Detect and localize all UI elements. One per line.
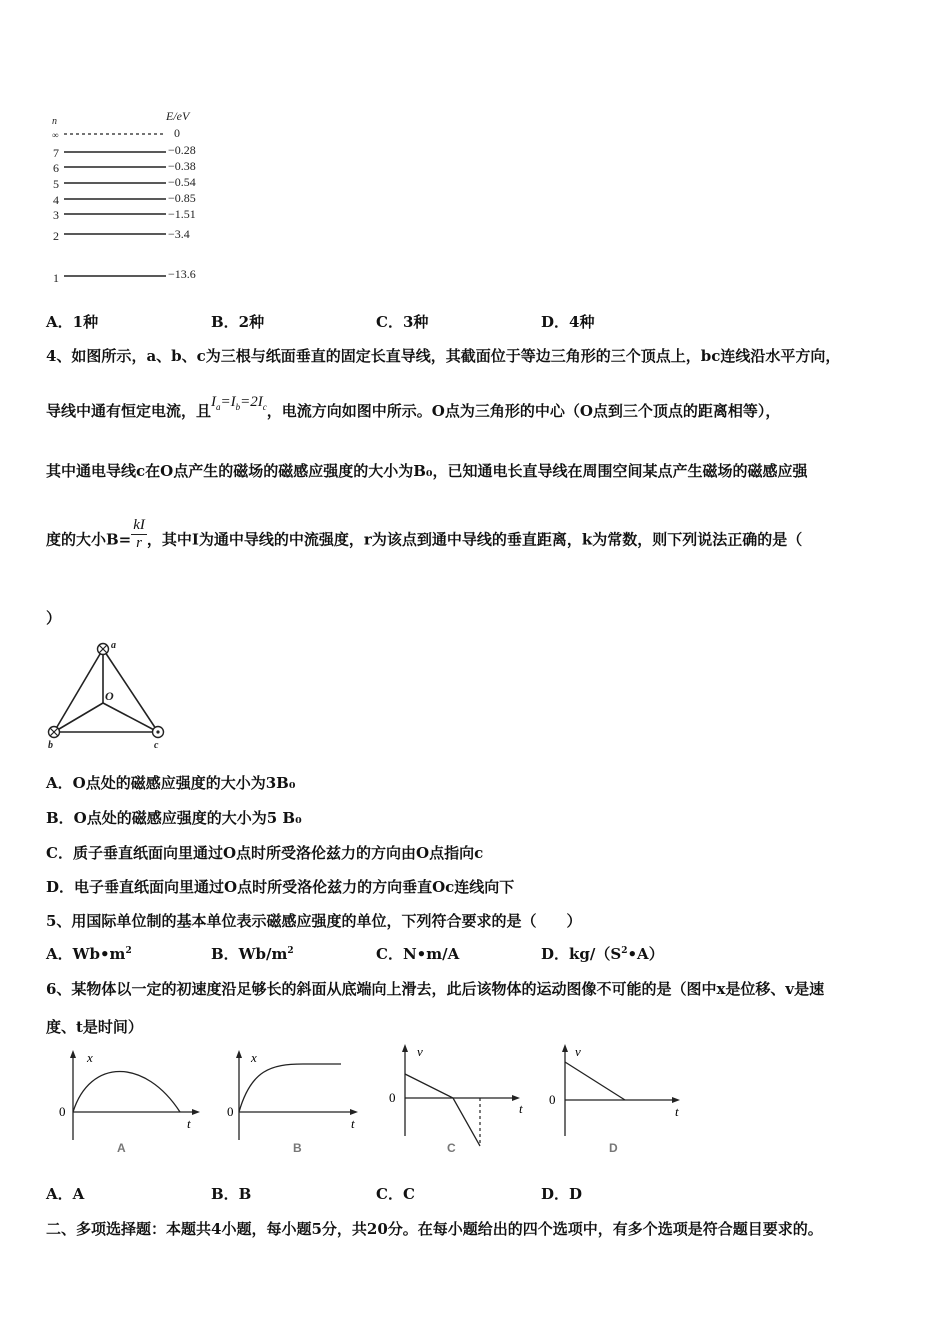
graph-d-origin: 0 — [549, 1092, 556, 1107]
level-n-4: 4 — [53, 193, 59, 207]
q6-option-b[interactable]: B．B — [211, 1185, 252, 1203]
graph-c-t-label: t — [519, 1101, 523, 1116]
graph-a-t-label: t — [187, 1116, 191, 1131]
graph-d-y-label: v — [575, 1044, 581, 1059]
q4-stem-line-5: ） — [46, 609, 62, 627]
wire-a-into-page-icon — [98, 644, 109, 655]
q4-stem-line-2 — [46, 394, 781, 422]
level-n-2: 2 — [53, 229, 59, 243]
label-c: c — [154, 740, 159, 750]
graph-a-origin: 0 — [59, 1104, 66, 1119]
graph-b-origin: 0 — [227, 1104, 234, 1119]
q3-option-c[interactable]: C．3种 — [376, 313, 429, 331]
q4-option-a[interactable]: A．O点处的磁感应强度的大小为3B₀ — [46, 774, 296, 792]
q5-option-d[interactable]: D．$kg/(S^2•A)$ — [541, 945, 664, 963]
level-e-4: −0.85 — [168, 191, 196, 205]
level-n-5: 5 — [53, 177, 59, 191]
graph-a-y-label: x — [87, 1050, 93, 1065]
q3-option-a[interactable]: A．1种 — [46, 313, 99, 331]
wire-c-out-of-page-icon — [153, 727, 164, 738]
graph-c-origin: 0 — [389, 1090, 396, 1105]
graph-a — [55, 1048, 205, 1160]
q4-stem-line-4: 度的大小B= $\frac{kI}{r}$ ，其中I为通中导线的中流强度，r为该点到通中导线的垂直距离，k为常数，则下列说法正确的是（ — [46, 517, 803, 551]
q5-option-a[interactable]: A．$Wb•m^2$ — [46, 945, 132, 963]
graph-b — [223, 1048, 373, 1160]
n-axis-label: n — [52, 116, 57, 127]
q5-stem: 5、用国际单位制的基本单位表示磁感应强度的单位，下列符合要求的是（ ） — [46, 912, 582, 930]
graph-c-caption: C — [447, 1141, 456, 1155]
level-e-3: −1.51 — [168, 207, 196, 221]
label-b: b — [48, 740, 53, 750]
level-e-6: −0.38 — [168, 159, 196, 173]
q5-option-b[interactable]: B．$Wb/m^2$ — [211, 945, 294, 963]
level-e-7: −0.28 — [168, 143, 196, 157]
q6-option-c[interactable]: C．C — [376, 1185, 415, 1203]
graph-b-t-label: t — [351, 1116, 355, 1131]
q4-stem-line-2a: 导线中通有恒定电流，且 — [46, 402, 212, 420]
q4-option-b[interactable]: B．O点处的磁感应强度的大小为5 B₀ — [46, 809, 302, 827]
current-equation: $I_a=I_b=2I_c$ — [211, 394, 267, 412]
energy-level-diagram — [40, 108, 220, 288]
level-n-inf: ∞ — [52, 130, 59, 140]
level-e-2: −3.4 — [168, 227, 190, 241]
energy-axis-label: E/eV — [166, 109, 190, 123]
q3-option-b[interactable]: B．2种 — [211, 313, 265, 331]
graph-c-y-label: v — [417, 1044, 423, 1059]
level-n-7: 7 — [53, 146, 59, 160]
q4-stem-line-2b: ，电流方向如图中所示。O点为三角形的中心（O点到三个顶点的距离相等）， — [266, 402, 781, 420]
label-o: O — [105, 689, 114, 703]
q6-stem-line-1: 6、某物体以一定的初速度沿足够长的斜面从底端向上滑去，此后该物体的运动图像不可能的是（图中x是位移、v是速 — [46, 980, 825, 998]
level-e-inf: 0 — [174, 126, 180, 140]
wire-b-into-page-icon — [49, 727, 60, 738]
graph-d-caption: D — [609, 1141, 618, 1155]
section-2-heading: 二、多项选择题：本题共4小题，每小题5分，共20分。在每小题给出的四个选项中，有多个选项是符合题目要求的。 — [46, 1220, 823, 1238]
q4-stem-line-3: 其中通电导线c在O点产生的磁场的磁感应强度的大小为B₀，已知通电长直导线在周围空间某点产生磁场的磁感应强 — [46, 462, 808, 480]
triangle-wires-figure — [44, 638, 174, 750]
q6-stem-line-2: 度、t是时间） — [46, 1018, 143, 1036]
b-field-formula: $\frac{kI}{r}$ — [133, 517, 145, 551]
q6-option-a[interactable]: A．A — [46, 1185, 85, 1203]
graph-b-caption: B — [293, 1141, 302, 1155]
q4-stem-line-1: 4、如图所示，a、b、c为三根与纸面垂直的固定长直导线，其截面位于等边三角形的三个顶点上，bc连线沿水平方向， — [46, 347, 841, 365]
graph-d-t-label: t — [675, 1104, 679, 1119]
q4-option-c[interactable]: C．质子垂直纸面向里通过O点时所受洛伦兹力的方向由O点指向c — [46, 844, 484, 862]
graph-b-y-label: x — [251, 1050, 257, 1065]
level-e-1: −13.6 — [168, 267, 196, 281]
label-a: a — [111, 640, 116, 651]
level-n-6: 6 — [53, 161, 59, 175]
level-n-1: 1 — [53, 271, 59, 285]
q3-option-d[interactable]: D．4种 — [541, 313, 595, 331]
level-n-3: 3 — [53, 208, 59, 222]
q4-option-d[interactable]: D．电子垂直纸面向里通过O点时所受洛伦兹力的方向垂直Oc连线向下 — [46, 878, 515, 896]
graph-c — [383, 1040, 533, 1160]
q5-option-c[interactable]: C．N•m/A — [376, 945, 460, 963]
q6-option-d[interactable]: D．D — [541, 1185, 583, 1203]
level-e-5: −0.54 — [168, 175, 196, 189]
graph-d — [545, 1040, 695, 1160]
graph-a-caption: A — [117, 1141, 126, 1155]
